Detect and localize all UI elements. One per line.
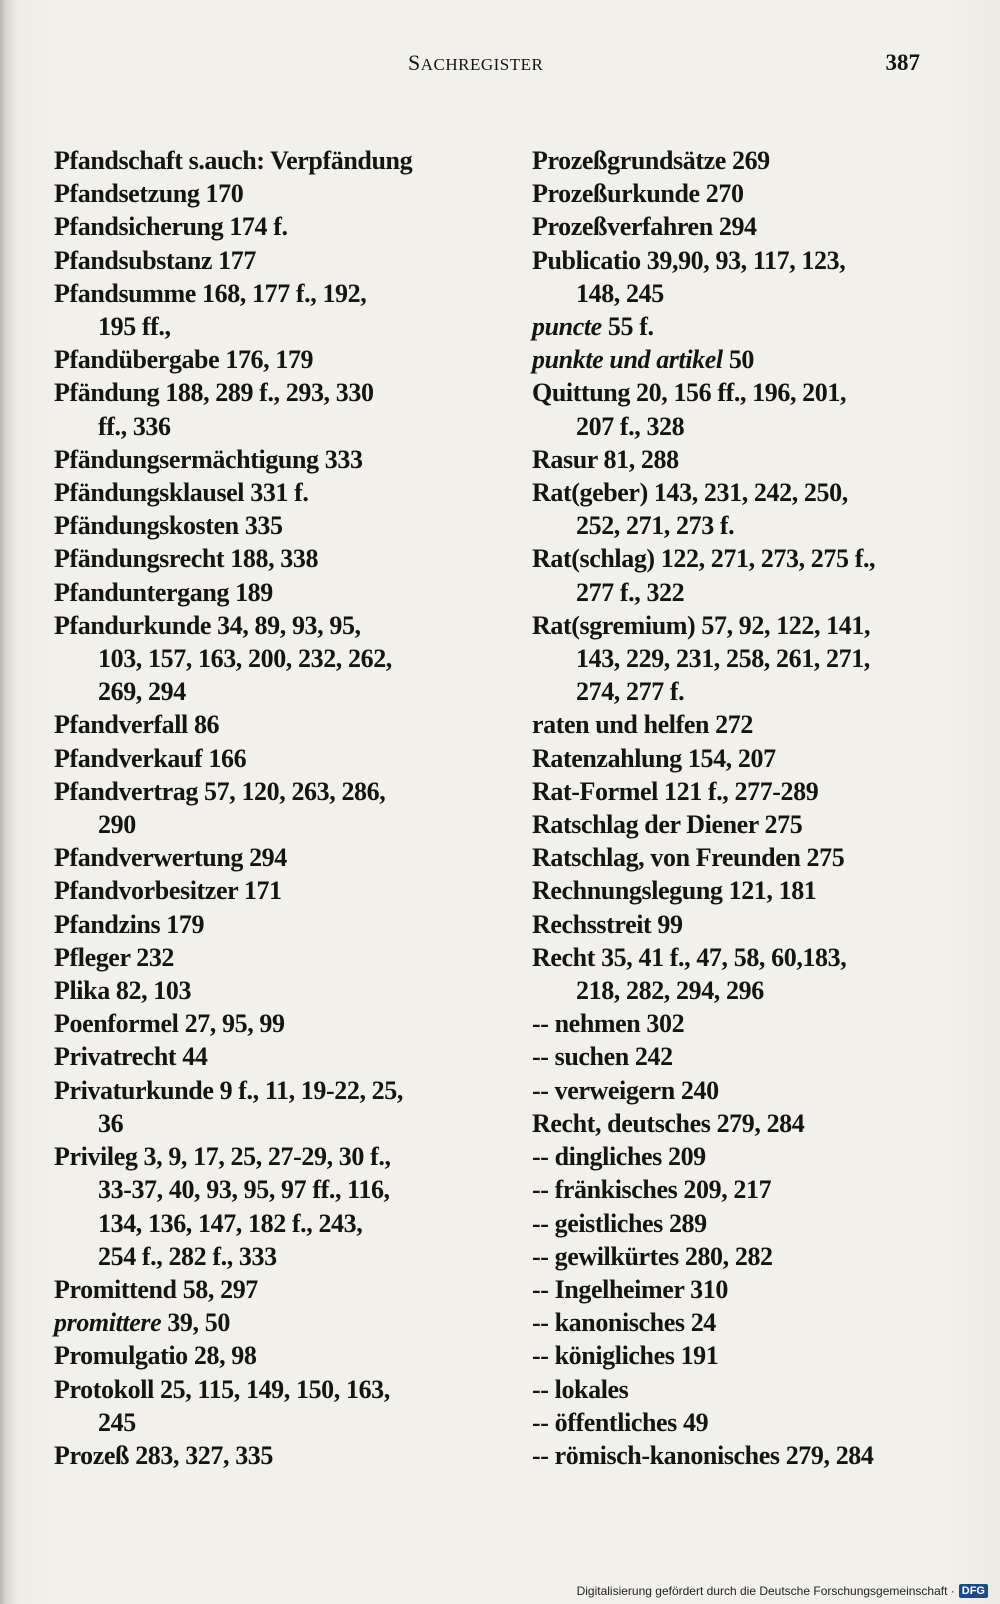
index-entry-text: Prozeßurkunde 270 bbox=[532, 179, 744, 209]
index-entry-text: -- Ingelheimer 310 bbox=[532, 1274, 728, 1304]
index-entry-text: 290 bbox=[98, 810, 136, 840]
index-entry bbox=[532, 609, 972, 642]
index-entry-text: -- öffentliches 49 bbox=[532, 1407, 709, 1437]
index-entry bbox=[54, 1339, 494, 1372]
index-entry bbox=[54, 542, 494, 575]
index-entry bbox=[54, 509, 494, 542]
index-entry bbox=[532, 1373, 972, 1406]
index-entry-text: Pfandsumme 168, 177 f., 192, bbox=[54, 278, 367, 308]
index-entry bbox=[54, 177, 494, 210]
running-head-initial: S bbox=[408, 50, 421, 75]
index-entry-text: Pfandurkunde 34, 89, 93, 95, bbox=[54, 610, 361, 640]
index-entry-text: Ratschlag, von Freunden 275 bbox=[532, 843, 845, 873]
index-entry-text: Pfändungsrecht 188, 338 bbox=[54, 544, 319, 574]
index-entry-continuation bbox=[532, 277, 972, 310]
index-entry bbox=[532, 542, 972, 575]
index-entry bbox=[532, 1439, 972, 1472]
index-entry bbox=[54, 1074, 494, 1107]
index-entry-text: Rechnungslegung 121, 181 bbox=[532, 876, 817, 906]
index-entry bbox=[532, 708, 972, 741]
index-entry-text: Pfandvorbesitzer 171 bbox=[54, 876, 282, 906]
index-entry bbox=[54, 210, 494, 243]
index-entry bbox=[54, 376, 494, 409]
index-entry bbox=[532, 1306, 972, 1339]
index-entry-text: Pfandsetzung 170 bbox=[54, 179, 244, 209]
index-entry-text: Prozeßverfahren 294 bbox=[532, 212, 757, 242]
index-entry bbox=[532, 1273, 972, 1306]
index-entry-text: 39, 50 bbox=[161, 1308, 230, 1338]
index-entry-text: -- verweigern 240 bbox=[532, 1075, 719, 1105]
index-entry-text: -- suchen 242 bbox=[532, 1042, 673, 1072]
index-entry-text: Rat(schlag) 122, 271, 273, 275 f., bbox=[532, 544, 876, 574]
index-entry-text: -- kanonisches 24 bbox=[532, 1308, 716, 1338]
index-entry-continuation bbox=[532, 642, 972, 675]
index-entry bbox=[54, 1306, 494, 1339]
index-entry-text: Privatrecht 44 bbox=[54, 1042, 208, 1072]
index-entry bbox=[532, 1007, 972, 1040]
index-entry-text: raten und helfen 272 bbox=[532, 710, 753, 740]
index-entry-text: Recht, deutsches 279, 284 bbox=[532, 1108, 805, 1138]
index-entry bbox=[54, 609, 494, 642]
index-entry-text: 36 bbox=[98, 1108, 124, 1138]
index-entry-text: Promulgatio 28, 98 bbox=[54, 1341, 257, 1371]
index-entry bbox=[532, 144, 972, 177]
index-entry-text: Pfandverwertung 294 bbox=[54, 843, 287, 873]
index-entry bbox=[54, 1373, 494, 1406]
index-entry bbox=[54, 1007, 494, 1040]
index-entry bbox=[54, 1273, 494, 1306]
index-entry-text: ff., 336 bbox=[98, 411, 171, 441]
index-entry-text: 195 ff., bbox=[98, 312, 171, 342]
index-entry bbox=[54, 244, 494, 277]
index-entry bbox=[54, 708, 494, 741]
index-entry-text: -- dingliches 209 bbox=[532, 1142, 706, 1172]
index-entry bbox=[54, 874, 494, 907]
index-column-right bbox=[532, 144, 972, 1472]
index-entry bbox=[54, 1140, 494, 1173]
digitization-footer bbox=[577, 1584, 988, 1598]
page-number: 387 bbox=[885, 50, 920, 75]
index-entry bbox=[54, 343, 494, 376]
index-entry bbox=[532, 244, 972, 277]
index-entry bbox=[532, 1140, 972, 1173]
index-entry-continuation bbox=[532, 576, 972, 609]
index-entry-text: 252, 271, 273 f. bbox=[576, 511, 735, 541]
index-entry-text: Poenformel 27, 95, 99 bbox=[54, 1009, 285, 1039]
dfg-logo-icon: DFG bbox=[959, 1584, 988, 1598]
index-entry-continuation bbox=[532, 675, 972, 708]
index-entry-continuation bbox=[54, 310, 494, 343]
index-entry bbox=[54, 775, 494, 808]
index-entry-text: Protokoll 25, 115, 149, 150, 163, bbox=[54, 1374, 390, 1404]
index-entry bbox=[532, 1339, 972, 1372]
footer-text: Digitalisierung gefördert durch die Deutsche Forschungsgemeinschaft · bbox=[576, 1584, 955, 1598]
index-entry-text: 55 f. bbox=[601, 312, 654, 342]
index-entry-text: Recht 35, 41 f., 47, 58, 60,183, bbox=[532, 942, 847, 972]
index-entry bbox=[532, 1406, 972, 1439]
index-entry-text: 50 bbox=[722, 345, 755, 375]
running-head bbox=[408, 50, 543, 76]
index-entry-text: 274, 277 f. bbox=[576, 677, 685, 707]
index-entry bbox=[532, 177, 972, 210]
index-entry bbox=[532, 1107, 972, 1140]
index-entry bbox=[54, 144, 494, 177]
index-entry-text: Promittend 58, 297 bbox=[54, 1274, 258, 1304]
index-entry-text: Pfandsicherung 174 f. bbox=[54, 212, 288, 242]
index-entry-continuation bbox=[54, 1406, 494, 1439]
index-entry-text: -- gewilkürtes 280, 282 bbox=[532, 1241, 773, 1271]
index-entry-text: 143, 229, 231, 258, 261, 271, bbox=[576, 644, 870, 674]
index-entry bbox=[532, 476, 972, 509]
index-entry-text: 269, 294 bbox=[98, 677, 186, 707]
index-entry-continuation bbox=[54, 1240, 494, 1273]
index-entry-text: Privaturkunde 9 f., 11, 19-22, 25, bbox=[54, 1075, 403, 1105]
index-entry bbox=[532, 310, 972, 343]
index-entry-text: 245 bbox=[98, 1407, 136, 1437]
index-entry bbox=[54, 277, 494, 310]
index-entry-text: -- römisch-kanonisches 279, 284 bbox=[532, 1440, 874, 1470]
index-entry-text: Pfandzins 179 bbox=[54, 909, 205, 939]
index-entry-text: -- nehmen 302 bbox=[532, 1009, 685, 1039]
index-entry bbox=[532, 941, 972, 974]
index-entry-text: Pfandverkauf 166 bbox=[54, 743, 247, 773]
index-entry-continuation bbox=[532, 410, 972, 443]
index-entry-continuation bbox=[54, 1207, 494, 1240]
index-entry-text: Rat-Formel 121 f., 277-289 bbox=[532, 776, 819, 806]
index-entry-text: Pfandschaft s.auch: Verpfändung bbox=[54, 146, 413, 175]
index-entry-continuation bbox=[532, 974, 972, 1007]
index-entry bbox=[532, 1173, 972, 1206]
index-entry bbox=[532, 1074, 972, 1107]
index-entry-text: -- lokales bbox=[532, 1374, 629, 1404]
index-entry-continuation bbox=[54, 675, 494, 708]
index-entry-text: Quittung 20, 156 ff., 196, 201, bbox=[532, 378, 847, 408]
index-entry-text: Pfändungskosten 335 bbox=[54, 511, 283, 541]
index-entry bbox=[54, 443, 494, 476]
index-entry bbox=[54, 974, 494, 1007]
index-entry bbox=[54, 1040, 494, 1073]
index-entry bbox=[532, 343, 972, 376]
index-entry bbox=[54, 941, 494, 974]
index-entry bbox=[532, 908, 972, 941]
index-entry-text: Privileg 3, 9, 17, 25, 27-29, 30 f., bbox=[54, 1142, 391, 1172]
index-entry bbox=[532, 1040, 972, 1073]
index-entry-text: -- königliches 191 bbox=[532, 1341, 719, 1371]
index-entry-text: Rechsstreit 99 bbox=[532, 909, 683, 939]
index-entry bbox=[532, 775, 972, 808]
index-term-italic: puncte bbox=[532, 312, 602, 342]
index-entry-text: Ratschlag der Diener 275 bbox=[532, 810, 803, 840]
index-entry-text: 207 f., 328 bbox=[576, 411, 685, 441]
index-entry-continuation bbox=[54, 410, 494, 443]
index-entry-text: Pfändung 188, 289 f., 293, 330 bbox=[54, 378, 374, 408]
index-entry-text: Plika 82, 103 bbox=[54, 976, 192, 1006]
index-entry-text: 103, 157, 163, 200, 232, 262, bbox=[98, 644, 392, 674]
index-entry-continuation bbox=[532, 509, 972, 542]
index-entry-text: 33-37, 40, 93, 95, 97 ff., 116, bbox=[98, 1175, 390, 1205]
index-term-italic: promittere bbox=[54, 1308, 162, 1338]
index-entry-continuation bbox=[54, 1173, 494, 1206]
running-head-rest: ACHREGISTER bbox=[420, 55, 544, 74]
index-entry-text: Rat(sgremium) 57, 92, 122, 141, bbox=[532, 610, 871, 640]
index-entry-text: Pfandsubstanz 177 bbox=[54, 245, 256, 275]
index-entry-text: Pfleger 232 bbox=[54, 942, 175, 972]
index-entry-text: Pfändungsermächtigung 333 bbox=[54, 444, 363, 474]
index-entry-text: Pfandvertrag 57, 120, 263, 286, bbox=[54, 776, 386, 806]
index-entry-text: Ratenzahlung 154, 207 bbox=[532, 743, 776, 773]
index-entry-text: Pfändungsklausel 331 f. bbox=[54, 478, 309, 508]
index-entry-text: Pfandverfall 86 bbox=[54, 710, 220, 740]
index-entry-text: Publicatio 39,90, 93, 117, 123, bbox=[532, 245, 846, 275]
index-entry-continuation bbox=[54, 1107, 494, 1140]
index-entry bbox=[532, 210, 972, 243]
index-entry bbox=[532, 443, 972, 476]
index-entry bbox=[532, 376, 972, 409]
index-term-italic: punkte und artikel bbox=[532, 345, 723, 375]
index-entry-text: Pfandübergabe 176, 179 bbox=[54, 345, 314, 375]
index-entry-text: 218, 282, 294, 296 bbox=[576, 976, 764, 1006]
index-entry bbox=[54, 908, 494, 941]
index-entry bbox=[532, 874, 972, 907]
index-entry-text: 254 f., 282 f., 333 bbox=[98, 1241, 277, 1271]
index-entry bbox=[532, 742, 972, 775]
index-entry bbox=[54, 841, 494, 874]
index-entry-text: Pfanduntergang 189 bbox=[54, 577, 273, 607]
index-entry-text: Rat(geber) 143, 231, 242, 250, bbox=[532, 478, 848, 508]
index-entry-continuation bbox=[54, 642, 494, 675]
index-entry-text: Prozeßgrundsätze 269 bbox=[532, 146, 770, 175]
index-entry-text: -- geistliches 289 bbox=[532, 1208, 707, 1238]
index-entry bbox=[532, 1240, 972, 1273]
index-entry-text: 134, 136, 147, 182 f., 243, bbox=[98, 1208, 363, 1238]
index-entry bbox=[54, 1439, 494, 1472]
index-entry-text: Prozeß 283, 327, 335 bbox=[54, 1440, 273, 1470]
index-entry-text: 148, 245 bbox=[576, 278, 664, 308]
index-entry bbox=[54, 476, 494, 509]
index-entry bbox=[532, 808, 972, 841]
index-entry bbox=[532, 1207, 972, 1240]
index-entry-continuation bbox=[54, 808, 494, 841]
index-entry bbox=[54, 742, 494, 775]
index-entry-text: 277 f., 322 bbox=[576, 577, 685, 607]
index-entry bbox=[54, 576, 494, 609]
index-entry bbox=[532, 841, 972, 874]
index-entry-text: Rasur 81, 288 bbox=[532, 444, 679, 474]
index-column-left bbox=[54, 144, 494, 1472]
index-entry-text: -- fränkisches 209, 217 bbox=[532, 1175, 772, 1205]
